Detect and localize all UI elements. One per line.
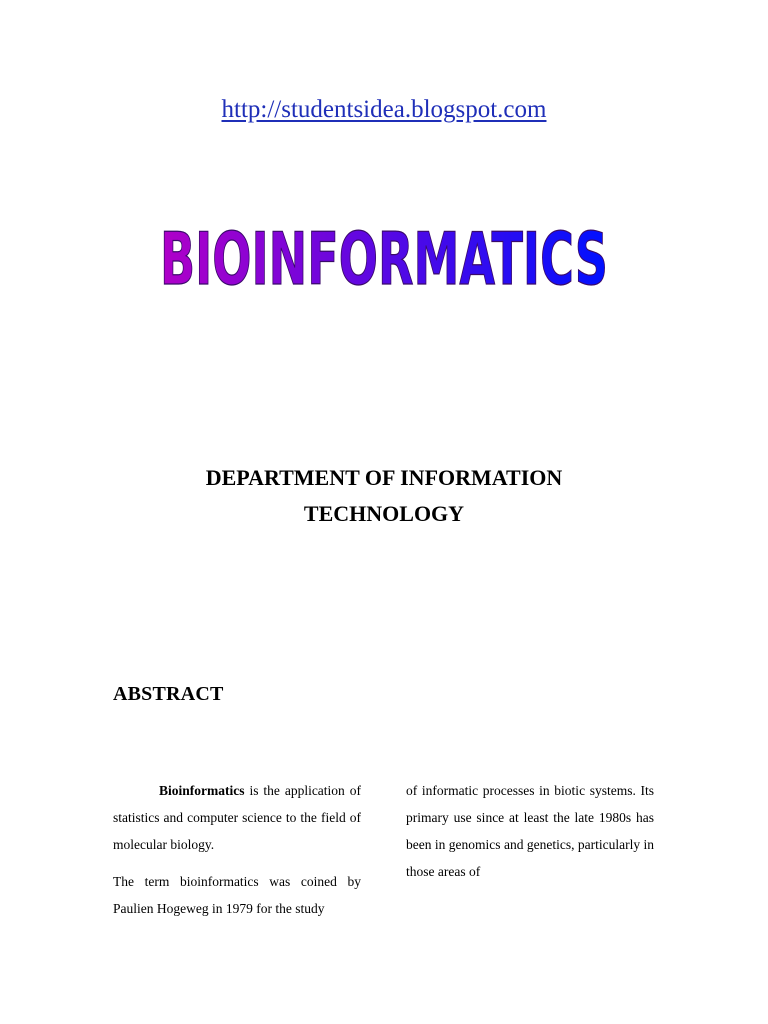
blog-url-link[interactable]: http://studentsidea.blogspot.com [221, 96, 547, 123]
department-title [0, 460, 768, 532]
abstract-heading: ABSTRACT [113, 683, 224, 705]
abstract-paragraph-1 [113, 777, 361, 858]
bioinformatics-term: Bioinformatics [159, 783, 245, 798]
abstract-paragraph-continued: of informatic processes in biotic systems. Its primary use since at least the late 1980s has been in genomics and genetics, particularly in those areas of [406, 783, 654, 879]
abstract-left-column [113, 777, 361, 932]
department-line-1: DEPARTMENT OF INFORMATION [205, 465, 563, 490]
abstract-right-column [406, 777, 654, 895]
wordart-title-text: BIOINFORMATICS [160, 218, 608, 301]
department-line-2: TECHNOLOGY [303, 501, 465, 526]
abstract-paragraph-2: The term bioinformatics was coined by Paulien Hogeweg in 1979 for the study [113, 874, 361, 916]
abstract-paragraph-1-text: is the application of statistics and computer science to the field of molecular biology. [113, 783, 361, 852]
wordart-title [0, 218, 768, 308]
